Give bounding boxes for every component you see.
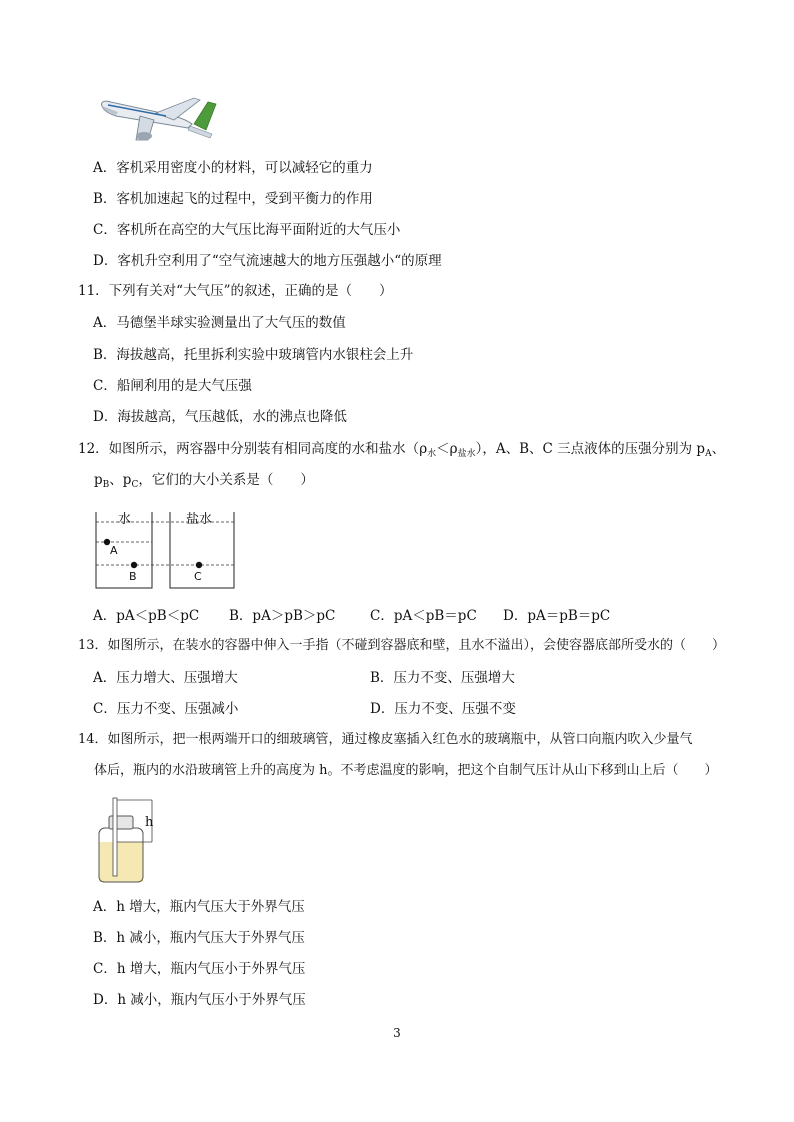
q13-stem: 13．如图所示，在装水的容器中伸入一手指（不碰到容器底和壁，且水不溢出），会使容器底部所受水的（ ） [78,638,726,653]
point-b-label: B [129,570,137,583]
rubber-stopper [109,816,133,829]
q12-option-b[interactable]: B．pA＞pB＞pC [229,608,336,624]
q10-option-b[interactable]: B．客机加速起飞的过程中，受到平衡力的作用 [93,191,373,207]
point-c-label: C [194,570,202,583]
barometer-figure [94,796,164,886]
q12-option-c[interactable]: C．pA＜pB＝pC [370,608,477,624]
q13-option-c[interactable]: C．压力不变、压强减小 [93,701,239,717]
q14-stem-line2: 体后，瓶内的水沿玻璃管上升的高度为 h。不考虑温度的影响，把这个自制气压计从山下移到山上后（ ） [94,763,718,778]
q12-option-d[interactable]: D．pA＝pB＝pC [503,608,611,624]
q11-stem: 11．下列有关对“大气压”的叙述，正确的是（ ） [78,283,393,299]
q11-option-c[interactable]: C．船闸利用的是大气压强 [93,378,252,394]
q11-option-d[interactable]: D．海拔越高，气压越低，水的沸点也降低 [93,409,347,425]
point-b-dot [131,562,137,568]
q10-option-d[interactable]: D．客机升空利用了“空气流速越大的地方压强越小“的原理 [93,253,442,269]
point-c-dot [196,562,202,568]
q11-option-a[interactable]: A．马德堡半球实验测量出了大气压的数值 [93,315,346,331]
q11-option-b[interactable]: B．海拔越高，托里拆利实验中玻璃管内水银柱会上升 [93,347,414,363]
q10-option-c[interactable]: C．客机所在高空的大气压比海平面附近的大气压小 [93,222,401,238]
q12-option-a[interactable]: A．pA＜pB＜pC [93,608,200,624]
point-a-label: A [110,544,118,557]
salt-water-label: 盐水 [186,512,213,527]
q13-option-d[interactable]: D．压力不变、压强不变 [370,701,516,717]
q13-option-b[interactable]: B．压力不变、压强增大 [370,670,515,686]
airplane-figure [96,92,220,148]
containers-figure [90,508,240,590]
q14-option-a[interactable]: A．h 增大，瓶内气压大于外界气压 [93,899,305,915]
page-number: 3 [393,1026,401,1040]
q14-option-b[interactable]: B．h 减小，瓶内气压大于外界气压 [93,930,305,946]
q14-option-c[interactable]: C．h 增大，瓶内气压小于外界气压 [93,961,306,977]
q13-option-a[interactable]: A．压力增大、压强增大 [93,670,238,686]
q12-stem-line1: 12．如图所示，两容器中分别装有相同高度的水和盐水$(\rho_水<\rho_{盐水})$，A、B、C 三点液体的压强分别为 $p_A$、 [78,441,726,459]
q14-stem-line1: 14．如图所示，把一根两端开口的细玻璃管，通过橡皮塞插入红色水的玻璃瓶中，从管口向瓶内吹入少量气 [78,732,693,747]
glass-tube [113,798,117,876]
q14-option-d[interactable]: D．h 减小，瓶内气压小于外界气压 [93,992,306,1008]
water-label: 水 [118,512,132,527]
q12-stem-line2: $p_B$、$p_C$，它们的大小关系是（ ） [94,472,314,490]
height-label: h [145,815,154,830]
q10-option-a[interactable]: A．客机采用密度小的材料，可以减轻它的重力 [93,160,373,176]
